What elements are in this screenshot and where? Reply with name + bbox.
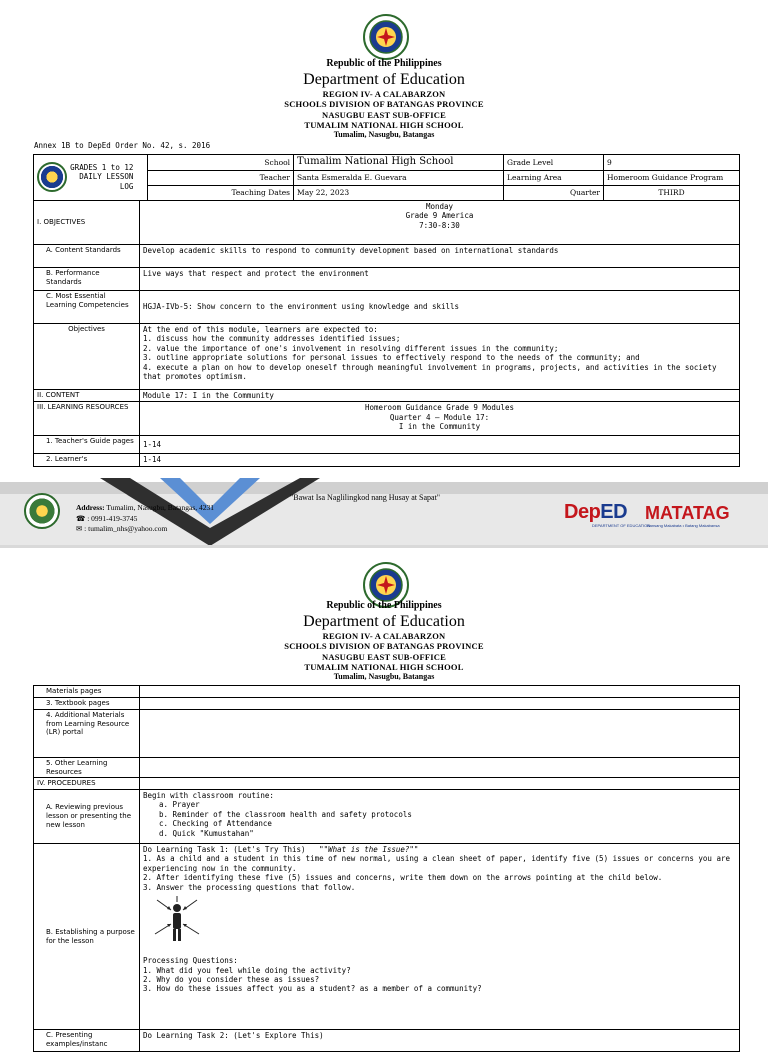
child-with-arrows-illustration — [149, 896, 205, 946]
task1-subtitle: ""What is the Issue?"" — [319, 845, 419, 854]
resources-line1: Homeroom Guidance Grade 9 Modules — [364, 403, 514, 413]
learning-resources-value — [140, 402, 740, 436]
deped-mini-seal-icon — [37, 162, 67, 192]
textbook-value — [140, 697, 740, 709]
schedule-cell — [140, 201, 740, 245]
deped-logo-a: Dep — [564, 501, 601, 523]
school-name-text: TUMALIM NATIONAL HIGH SCHOOL — [304, 661, 464, 672]
section-text: Grade 9 America — [405, 211, 474, 221]
routine-intro: Begin with classroom routine: — [143, 791, 274, 800]
objectives-intro: At the end of this module, learners are expected to: — [143, 325, 378, 334]
objective-item: 3. outline appropriate solutions for personal issues to effectively respond to the needs of the community; and — [143, 353, 640, 363]
learners-value: 1-14 — [140, 454, 740, 466]
suboffice-text: NASUGBU EAST SUB-OFFICE — [322, 109, 446, 120]
routine-item: d. Quick "Kumustahan" — [159, 828, 254, 838]
republic-text: Republic of the Philippines — [326, 600, 442, 611]
resources-line2: Quarter 4 – Module 17: — [389, 412, 490, 422]
grade-value: 9 — [604, 155, 740, 171]
dates-label: Teaching Dates — [148, 185, 294, 200]
task1-step: 3. Answer the processing questions that follow. — [143, 882, 356, 892]
department-title: Department of Education — [303, 71, 465, 88]
teachers-guide-value: 1-14 — [140, 436, 740, 454]
task1-cell — [140, 844, 740, 1030]
republic-text: Republic of the Philippines — [326, 58, 442, 69]
presenting-examples-label: C. Presenting examples/instanc — [34, 1030, 140, 1052]
procedures-table — [33, 685, 740, 1052]
phone-icon: ☎ — [76, 513, 86, 523]
log-title-line1: GRADES 1 to 12 — [70, 162, 134, 172]
matatag-tagline: Bansang Makabata • Batang Makabansa — [647, 523, 720, 528]
objective-item: 4. execute a plan on how to develop oneself through meaningful involvement in programs, projects, and activities in the society that promotes optimism. — [143, 362, 717, 381]
location-text: Tumalim, Nasugbu, Batangas — [333, 129, 435, 139]
content-standards-label: A. Content Standards — [34, 245, 140, 268]
school-name-text: TUMALIM NATIONAL HIGH SCHOOL — [304, 119, 464, 130]
learning-resources-label: III. LEARNING RESOURCES — [34, 402, 140, 436]
resources-line3: I in the Community — [398, 422, 481, 432]
quarter-value: THIRD — [604, 185, 740, 200]
area-label: Learning Area — [504, 170, 604, 185]
routine-cell — [140, 790, 740, 844]
content-value: Module 17: I in the Community — [140, 390, 740, 402]
suboffice-text: NASUGBU EAST SUB-OFFICE — [322, 651, 446, 662]
materials-label: Materials pages — [34, 686, 140, 698]
additional-materials-label: 4. Additional Materials from Learning Resource (LR) portal — [34, 709, 140, 757]
materials-value — [140, 686, 740, 698]
location-text: Tumalim, Nasugbu, Batangas — [333, 671, 435, 681]
region-text: REGION IV- A CALABARZON — [322, 89, 446, 100]
content-label: II. CONTENT — [34, 390, 140, 402]
email-value: : tumalim_nhs@yahoo.com — [84, 524, 168, 533]
region-text: REGION IV- A CALABARZON — [322, 631, 446, 642]
processing-question: 1. What did you feel while doing the activity? — [143, 965, 351, 975]
objective-item: 1. discuss how the community addresses identified issues; — [143, 334, 401, 344]
performance-standards-value: Live ways that respect and protect the environment — [140, 268, 740, 291]
address-value: Tumalim, Nasugbu, Batangas, 4231 — [106, 503, 215, 512]
melc-value: HGJA-IVb-5: Show concern to the environment using knowledge and skills — [140, 291, 740, 324]
task1-step: 2. After identifying these five (5) issues and concerns, write them down on the arrows pointing at the child below. — [143, 873, 663, 883]
dates-value: May 22, 2023 — [294, 185, 504, 200]
routine-item: a. Prayer — [159, 800, 200, 810]
page-2 — [0, 548, 768, 1048]
phone-value: : 0991-419-3745 — [87, 513, 138, 523]
division-text: SCHOOLS DIVISION OF BATANGAS PROVINCE — [284, 99, 484, 110]
learners-label: 2. Learner's — [34, 454, 140, 466]
school-header — [0, 600, 768, 682]
deped-logo-sub: DEPARTMENT OF EDUCATION — [592, 523, 651, 528]
objectives-table — [33, 200, 740, 467]
department-title: Department of Education — [303, 613, 465, 630]
school-value: Tumalim National High School — [294, 155, 504, 171]
teachers-guide-label: 1. Teacher's Guide pages — [34, 436, 140, 454]
school-address — [76, 503, 214, 535]
page-footer — [0, 482, 768, 545]
division-text: SCHOOLS DIVISION OF BATANGAS PROVINCE — [284, 641, 484, 652]
deped-seal-icon — [363, 14, 409, 60]
day-text: Monday — [425, 202, 454, 211]
procedures-value — [140, 778, 740, 790]
processing-question: 3. How do these issues affect you as a student? as a member of a community? — [143, 984, 482, 994]
log-title-line3: LOG — [119, 182, 134, 192]
textbook-label: 3. Textbook pages — [34, 697, 140, 709]
deped-logo-b: ED — [600, 501, 628, 523]
processing-question: 2. Why do you consider these as issues? — [143, 975, 320, 984]
area-value: Homeroom Guidance Program — [604, 170, 740, 185]
task1-title: Do Learning Task 1: (Let's Try This) — [143, 845, 306, 854]
lesson-log-header-table — [33, 154, 740, 201]
routine-item: c. Checking of Attendance — [159, 819, 272, 829]
melc-label: C. Most Essential Learning Competencies — [34, 291, 140, 324]
other-resources-value — [140, 757, 740, 778]
task1-step: 1. As a child and a student in this time of new normal, using a clean sheet of paper, identify five (5) issues or concerns you are experiencing now in the community. — [143, 854, 730, 873]
time-text: 7:30-8:30 — [419, 220, 460, 230]
grade-label: Grade Level — [504, 155, 604, 171]
objective-item: 2. value the importance of one's involvement in resolving different issues in the community; — [143, 343, 559, 353]
school-header — [0, 58, 768, 140]
log-title-cell — [34, 155, 148, 201]
annex-text: Annex 1B to DepEd Order No. 42, s. 2016 — [34, 141, 211, 150]
routine-item: b. Reminder of the classroom health and safety protocols — [159, 809, 412, 819]
procedures-label: IV. PROCEDURES — [34, 778, 140, 790]
content-standards-value: Develop academic skills to respond to community development based on international standards — [140, 245, 740, 268]
objectives-label: I. OBJECTIVES — [34, 201, 140, 245]
quarter-label: Quarter — [504, 185, 604, 200]
mail-icon: ✉ — [76, 524, 83, 533]
school-label: School — [148, 155, 294, 171]
review-label: A. Reviewing previous lesson or presenting the new lesson — [34, 790, 140, 844]
teacher-value: Santa Esmeralda E. Guevara — [294, 170, 504, 185]
matatag-logo: MATATAG — [645, 503, 730, 523]
address-label: Address: — [76, 503, 105, 512]
school-motto: "Bawat Isa Naglilingkod nang Husay at Sapat" — [290, 493, 441, 502]
objectives-sub-label: Objectives — [34, 324, 140, 390]
additional-materials-value — [140, 709, 740, 757]
task2-text: Do Learning Task 2: (Let's Explore This) — [140, 1030, 740, 1052]
teacher-label: Teacher — [148, 170, 294, 185]
purpose-label: B. Establishing a purpose for the lesson — [34, 844, 140, 1030]
log-title-line2: DAILY LESSON — [79, 172, 134, 182]
objectives-list — [140, 324, 740, 390]
other-resources-label: 5. Other Learning Resources — [34, 757, 140, 778]
processing-questions-title: Processing Questions: — [143, 956, 238, 966]
school-seal-icon — [24, 493, 60, 529]
deped-logo — [564, 501, 627, 524]
performance-standards-label: B. Performance Standards — [34, 268, 140, 291]
